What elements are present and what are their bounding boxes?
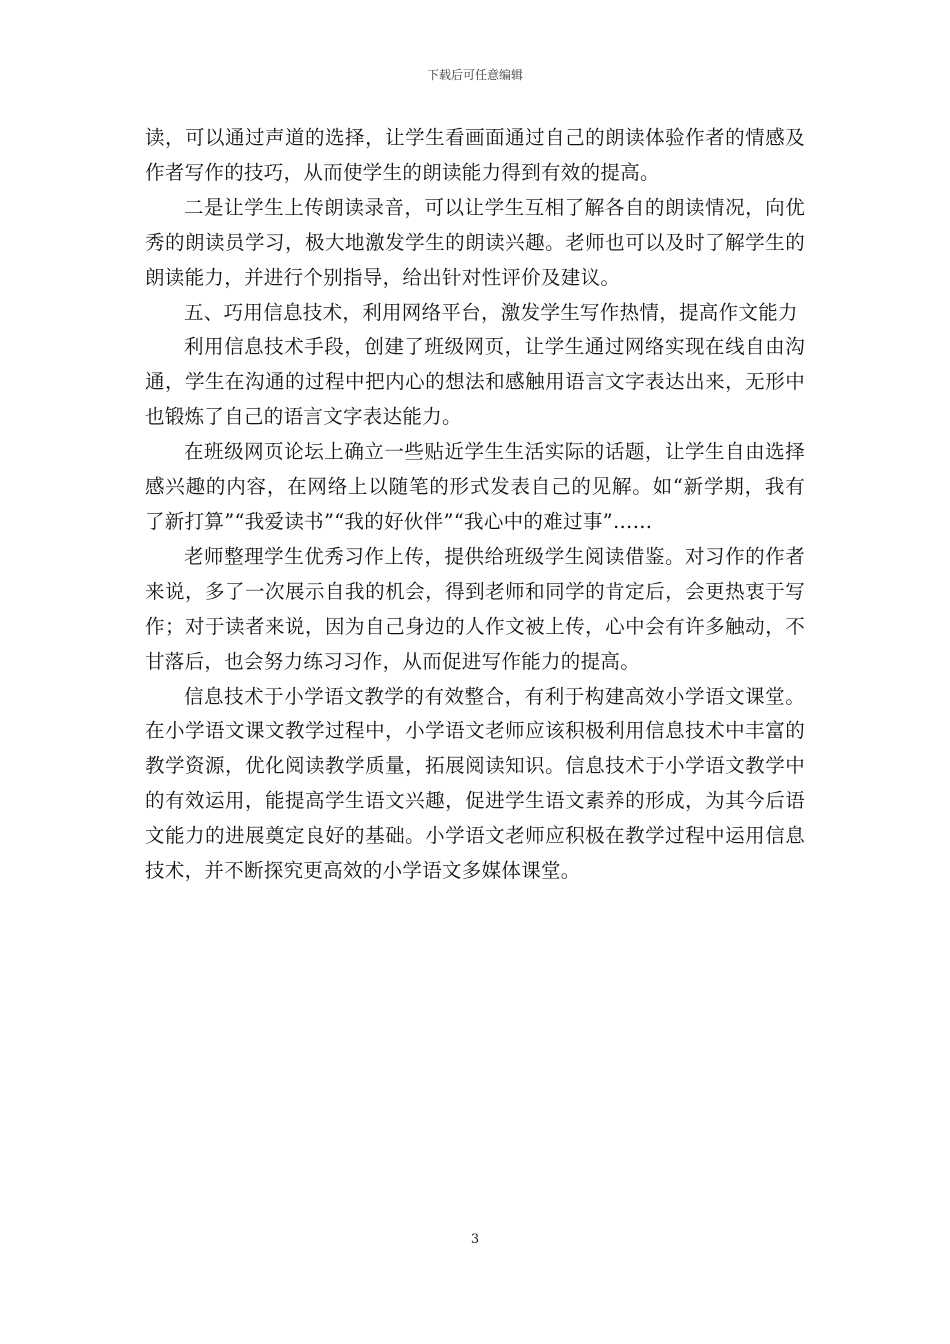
paragraph-2: 二是让学生上传朗读录音，可以让学生互相了解各自的朗读情况，向优秀的朗读员学习，极大地激发学生的朗读兴趣。老师也可以及时了解学生的朗读能力，并进行个别指导，给出针对性评价及建议。 [145, 195, 805, 289]
page-number: 3 [470, 1232, 480, 1247]
paragraph-5: 老师整理学生优秀习作上传，提供给班级学生阅读借鉴。对习作的作者来说，多了一次展示自我的机会，得到老师和同学的肯定后，会更热衷于写作；对于读者来说，因为自己身边的人作文被上传，心中会有许多触动，不甘落后，也会努力练习习作，从而促进写作能力的提高。 [145, 544, 805, 673]
page-header: 下载后可任意编辑 [426, 68, 523, 82]
section-heading: 五、巧用信息技术，利用网络平台，激发学生写作热情，提高作文能力 [184, 300, 798, 324]
paragraph-4: 在班级网页论坛上确立一些贴近学生生活实际的话题，让学生自由选择感兴趣的内容，在网络上以随笔的形式发表自己的见解。如“新学期，我有了新打算”“我爱读书”“我的好伙伴”“我心中的难过事”…… [145, 440, 805, 533]
paragraph-1: 读，可以通过声道的选择，让学生看画面通过自己的朗读体验作者的情感及作者写作的技巧，从而使学生的朗读能力得到有效的提高。 [145, 126, 805, 184]
paragraph-6: 信息技术于小学语文教学的有效整合，有利于构建高效小学语文课堂。在小学语文课文教学过程中，小学语文老师应该积极利用信息技术中丰富的教学资源，优化阅读教学质量，拓展阅读知识。信息技术于小学语文教学中的有效运用，能提高学生语文兴趣，促进学生语文素养的形成，为其今后语文能力的进展奠定良好的基础。小学语文老师应积极在教学过程中运用信息技术，并不断探究更高效的小学语文多媒体课堂。 [145, 684, 805, 883]
paragraph-3: 利用信息技术手段，创建了班级网页，让学生通过网络实现在线自由沟通，学生在沟通的过程中把内心的想法和感触用语言文字表达出来，无形中也锻炼了自己的语言文字表达能力。 [145, 335, 805, 429]
document-body [145, 121, 805, 889]
